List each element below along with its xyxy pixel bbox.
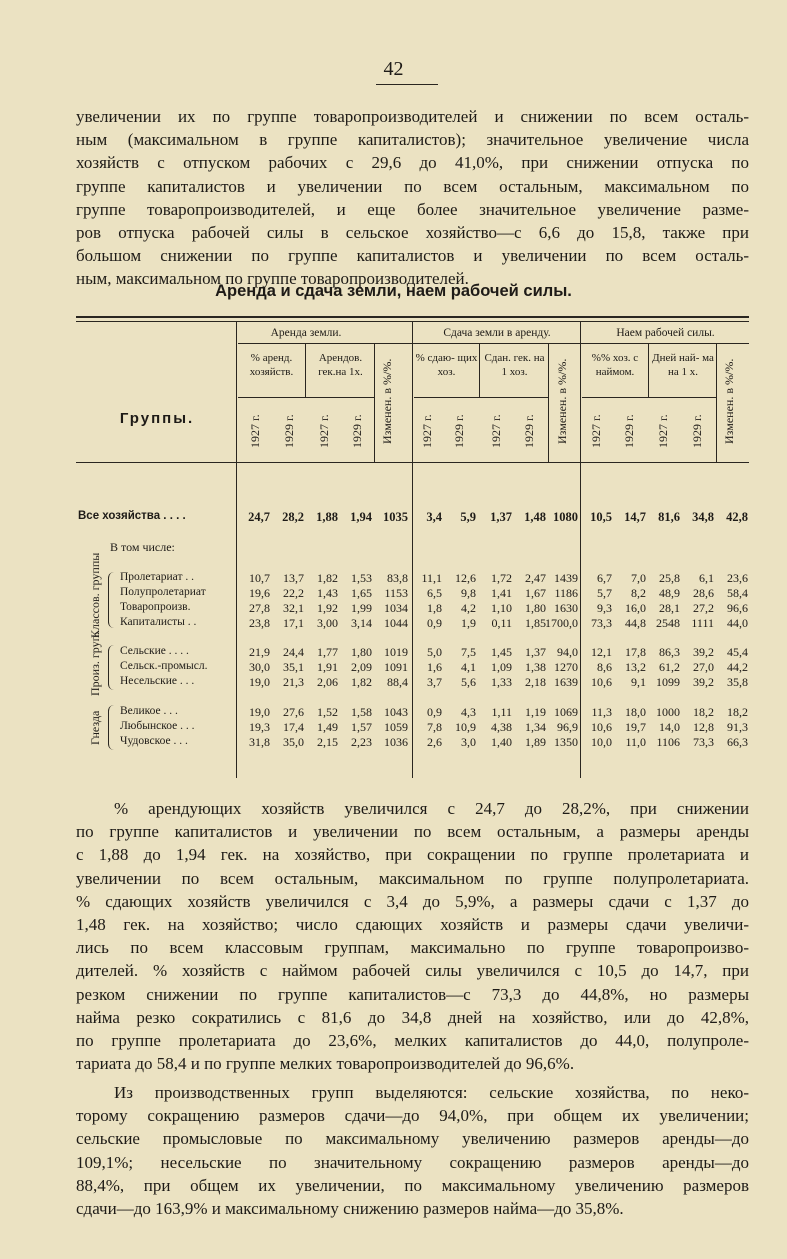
table-cell: 17,4 (283, 720, 304, 734)
table-cell: 28,6 (693, 586, 714, 600)
text-line: ным (максимальном в группе капиталистов); значительное увеличение числа (76, 130, 749, 150)
table-cell: 35,0 (283, 735, 304, 749)
table-cell: 1,8 (427, 601, 442, 615)
text-line: торому сокращению размеров сдачи—до 94,0%, при общем их увеличении; (76, 1106, 749, 1126)
year-header: 1929 г. (282, 414, 296, 448)
table-cell: 14,7 (624, 510, 646, 524)
table-cell: 9,8 (461, 586, 476, 600)
year-header: 1927 г. (420, 414, 434, 448)
section-header-lease: Сдача земли в аренду. (443, 327, 551, 339)
table-cell: 1000 (656, 705, 680, 719)
table-cell: 39,2 (693, 645, 714, 659)
table-cell: 5,6 (461, 675, 476, 689)
table-cell: 1,80 (525, 601, 546, 615)
table-cell: 1439 (554, 571, 578, 585)
table-cell: 86,3 (659, 645, 680, 659)
subheader-hire-pct: %% хоз. с наймом. (591, 352, 639, 378)
groups-header: Группы. (119, 410, 195, 427)
subheader-hire-days: Дней най- ма на 1 х. (652, 352, 714, 378)
table-cell: 1186 (554, 586, 578, 600)
table-cell: 44,0 (727, 616, 748, 630)
table-cell: 1,67 (525, 586, 546, 600)
table-cell: 81,6 (658, 510, 680, 524)
change-header: Изменен. в %/%. (722, 358, 736, 444)
table-cell: 1630 (554, 601, 578, 615)
table-cell: 1,43 (317, 586, 338, 600)
table-cell: 1,49 (317, 720, 338, 734)
text-line: увеличении по всем остальным, максимальном по группе полупролетариата. (76, 868, 749, 888)
table-cell: 3,7 (427, 675, 442, 689)
row-label: Сельск.-промысл. (120, 660, 208, 672)
text-line: тариата до 58,4 и по группе мелких товаропроизводителей до 96,6%. (76, 1054, 575, 1074)
table-cell: 1,38 (525, 660, 546, 674)
table-cell: 39,2 (693, 675, 714, 689)
table-cell: 1036 (384, 735, 408, 749)
change-header: Изменен. в %/%. (555, 358, 569, 444)
table-cell: 24,7 (248, 510, 270, 524)
table-cell: 10,6 (591, 720, 612, 734)
text-line: % арендующих хозяйств увеличился с 24,7 до 28,2%, при снижении (114, 799, 749, 818)
subcolumn-divider (305, 343, 306, 397)
table-cell: 1099 (656, 675, 680, 689)
table-cell: 1,65 (351, 586, 372, 600)
table-cell: 1091 (384, 660, 408, 674)
table-cell: 1,58 (351, 705, 372, 719)
table-cell: 6,7 (597, 571, 612, 585)
table-cell: 2,15 (317, 735, 338, 749)
year-header: 1929 г. (622, 414, 636, 448)
subcolumn-divider (648, 343, 649, 397)
text-line: 1,48 гек. на хозяйство; число сдающих хозяйств и размеры сдачи увеличи- (76, 915, 749, 935)
table-cell: 0,9 (427, 616, 442, 630)
table-cell: 21,9 (249, 645, 270, 659)
table-cell: 28,1 (659, 601, 680, 615)
table-cell: 44,2 (727, 660, 748, 674)
table-cell: 11,1 (421, 571, 442, 585)
text-line: группе товаропроизводителей, и еще более значительное увеличение разме- (76, 199, 749, 219)
table-cell: 1,45 (491, 645, 512, 659)
change-header: Изменен. в %/%. (380, 358, 394, 444)
table-cell: 96,9 (557, 720, 578, 734)
table-cell: 11,3 (591, 705, 612, 719)
table-cell: 1700,0 (545, 616, 578, 630)
table-cell: 45,4 (727, 645, 748, 659)
table-cell: 1,99 (351, 601, 372, 615)
table-cell: 1,37 (525, 645, 546, 659)
table-cell: 1034 (384, 601, 408, 615)
table-cell: 17,8 (625, 645, 646, 659)
table-cell: 19,0 (249, 705, 270, 719)
table-cell: 1,34 (525, 720, 546, 734)
year-header: 1927 г. (589, 414, 603, 448)
table-cell: 23,8 (249, 616, 270, 630)
table-cell: 1,48 (524, 510, 546, 524)
text-line: дителей. % хозяйств с наймом рабочей силы увеличился с 10,5 до 14,7, при (76, 961, 749, 981)
table-cell: 1,41 (491, 586, 512, 600)
table-cell: 1,33 (491, 675, 512, 689)
year-header: 1929 г. (690, 414, 704, 448)
table-cell: 1035 (383, 510, 408, 524)
text-line: % сдающих хозяйств увеличился с 3,4 до 5,9%, а размеры сдачи с 1,37 до (76, 891, 749, 911)
table-cell: 6,5 (427, 586, 442, 600)
page-number-rule (376, 84, 438, 85)
table-cell: 1,88 (316, 510, 338, 524)
table-cell: 1,82 (317, 571, 338, 585)
text-line: 109,1%; несельские по значительному сокращению размеров аренды—до (76, 1152, 749, 1172)
table-cell: 73,3 (591, 616, 612, 630)
table-cell: 2,6 (427, 735, 442, 749)
table-cell: 27,2 (693, 601, 714, 615)
table-cell: 23,6 (727, 571, 748, 585)
block-label-production: Произ. груп. (88, 631, 102, 696)
table-cell: 12,8 (693, 720, 714, 734)
table-cell: 1,09 (491, 660, 512, 674)
analysis-paragraph (76, 797, 749, 1075)
table-cell: 1,80 (351, 645, 372, 659)
table-cell: 9,1 (631, 675, 646, 689)
table-cell: 61,2 (659, 660, 680, 674)
year-header: 1929 г. (350, 414, 364, 448)
table-cell: 2,23 (351, 735, 372, 749)
table-cell: 58,4 (727, 586, 748, 600)
table-cell: 4,1 (461, 660, 476, 674)
table-cell: 3,00 (317, 616, 338, 630)
table-cell: 0,11 (491, 616, 512, 630)
row-label: Любынское . . . (120, 720, 195, 732)
table-cell: 83,8 (387, 571, 408, 585)
table-cell: 35,1 (283, 660, 304, 674)
final-paragraph (76, 1081, 749, 1220)
table-cell: 44,8 (625, 616, 646, 630)
row-label: Великое . . . (120, 705, 178, 717)
table-cell: 91,3 (727, 720, 748, 734)
table-cell: 7,8 (427, 720, 442, 734)
table-cell: 7,5 (461, 645, 476, 659)
table-cell: 2548 (656, 616, 680, 630)
section-header-rent: Аренда земли. (270, 327, 342, 339)
table-cell: 25,8 (659, 571, 680, 585)
brace (108, 572, 114, 628)
table-cell: 1,82 (351, 675, 372, 689)
table-cell: 5,9 (460, 510, 476, 524)
row-label: Пролетариат . . (120, 571, 195, 583)
text-line: по группе пролетариата до 23,6%, мелких капиталистов до 44,0, полупроле- (76, 1031, 749, 1051)
text-line: резком снижении по группе капиталистов—с 73,3 до 44,8%, но размеры (76, 984, 749, 1004)
subheader-rule (414, 397, 548, 398)
subheader-lease-ha: Сдан. гек. на 1 хоз. (484, 352, 545, 378)
table-title: Аренда и сдача земли, наем рабочей силы. (215, 282, 572, 300)
table-cell: 1,85 (525, 616, 546, 630)
table-cell: 2,09 (351, 660, 372, 674)
year-header: 1927 г. (248, 414, 262, 448)
row-label: Полупролетариат (120, 586, 206, 598)
table-cell: 1,94 (350, 510, 372, 524)
row-label-all: Все хозяйства . . . . (78, 510, 186, 522)
table-cell: 1080 (553, 510, 578, 524)
table-cell: 66,3 (727, 735, 748, 749)
text-line: лись по всем классовым группам, максимально по группе товаропроизво- (76, 938, 749, 958)
text-line: 88,4%, при общем их увеличении, по максимальному увеличению размеров (76, 1175, 749, 1195)
year-header: 1927 г. (656, 414, 670, 448)
table-cell: 19,3 (249, 720, 270, 734)
table-cell: 1153 (384, 586, 408, 600)
table-cell: 1,11 (491, 705, 512, 719)
table-cell: 1106 (656, 735, 680, 749)
table-cell: 10,9 (455, 720, 476, 734)
table-cell: 1,53 (351, 571, 372, 585)
table-cell: 73,3 (693, 735, 714, 749)
brace (108, 705, 114, 750)
table-cell: 96,6 (727, 601, 748, 615)
table-cell: 1111 (691, 616, 714, 630)
table-cell: 4,2 (461, 601, 476, 615)
table-cell: 48,9 (659, 586, 680, 600)
table-cell: 16,0 (625, 601, 646, 615)
table-cell: 1043 (384, 705, 408, 719)
text-line: ров отпуска рабочей силы в сельское хозяйство—с 6,6 до 15,8, также при (76, 223, 749, 243)
table-cell: 14,0 (659, 720, 680, 734)
table-cell: 27,6 (283, 705, 304, 719)
block-label-class: Классов. группы (88, 552, 102, 638)
table-cell: 5,0 (427, 645, 442, 659)
row-label: Чудовское . . . (120, 735, 188, 747)
table-cell: 6,1 (699, 571, 714, 585)
text-line: увеличении их по группе товаропроизводителей и снижении по всем осталь- (76, 107, 749, 126)
subcolumn-divider (716, 343, 717, 463)
subheader-rule (238, 397, 374, 398)
table-cell: 19,0 (249, 675, 270, 689)
table-cell: 4,3 (461, 705, 476, 719)
text-line: хозяйств с отпуском рабочих с 29,6 до 41,0%, при снижении отпуска по (76, 153, 749, 173)
table-top-rule (76, 316, 749, 318)
subheader-rent-pct: % аренд. хозяйств. (249, 352, 294, 378)
text-line: большом снижении по группе капиталистов и увеличении по всем осталь- (76, 246, 749, 266)
table-cell: 1,6 (427, 660, 442, 674)
table-cell: 1044 (384, 616, 408, 630)
text-line: найма резко сократились с 81,6 до 34,8 дней на хозяйство, или до 42,8%, (76, 1007, 749, 1027)
table-cell: 94,0 (557, 645, 578, 659)
table-cell: 8,6 (597, 660, 612, 674)
table-cell: 18,0 (625, 705, 646, 719)
table-cell: 18,2 (693, 705, 714, 719)
table-cell: 1,37 (490, 510, 512, 524)
table-cell: 13,7 (283, 571, 304, 585)
table-cell: 1,40 (491, 735, 512, 749)
table-cell: 28,2 (282, 510, 304, 524)
table-cell: 18,2 (727, 705, 748, 719)
table-cell: 10,5 (590, 510, 612, 524)
table-cell: 1639 (554, 675, 578, 689)
table-cell: 11,0 (625, 735, 646, 749)
subheader-lease-pct: % сдаю- щих хоз. (415, 352, 478, 378)
table-cell: 17,1 (283, 616, 304, 630)
table-cell: 34,8 (692, 510, 714, 524)
table-cell: 12,1 (591, 645, 612, 659)
table-cell: 22,2 (283, 586, 304, 600)
table-cell: 32,1 (283, 601, 304, 615)
table-cell: 10,7 (249, 571, 270, 585)
text-line: ным, максимальном по группе товаропроизводителей. (76, 269, 469, 289)
table-cell: 1,57 (351, 720, 372, 734)
table-cell: 2,06 (317, 675, 338, 689)
table-cell: 9,3 (597, 601, 612, 615)
table-cell: 1059 (384, 720, 408, 734)
table-cell: 1,72 (491, 571, 512, 585)
table-cell: 1,52 (317, 705, 338, 719)
text-line: Из производственных групп выделяются: сельские хозяйства, по неко- (114, 1083, 749, 1102)
table-cell: 30,0 (249, 660, 270, 674)
section-rule (238, 343, 749, 344)
row-label: Несельские . . . (120, 675, 195, 687)
text-line: по группе капиталистов и увеличении по всем остальным, а размеры аренды (76, 822, 749, 842)
table-cell: 1270 (554, 660, 578, 674)
section-header-hire: Наем рабочей силы. (616, 327, 715, 339)
table-cell: 12,6 (455, 571, 476, 585)
table-cell: 27,0 (693, 660, 714, 674)
table-cell: 8,2 (631, 586, 646, 600)
year-header: 1927 г. (489, 414, 503, 448)
subcolumn-divider (374, 343, 375, 463)
table-cell: 2,18 (525, 675, 546, 689)
table-cell: 0,9 (427, 705, 442, 719)
year-header: 1929 г. (452, 414, 466, 448)
table-cell: 3,14 (351, 616, 372, 630)
table-cell: 1019 (384, 645, 408, 659)
text-line: группе капиталистов и увеличении по всем остальным, максимальном по (76, 176, 749, 196)
subheader-rule (582, 397, 716, 398)
row-label: Сельские . . . . (120, 645, 189, 657)
table-cell: 31,8 (249, 735, 270, 749)
table-cell: 24,4 (283, 645, 304, 659)
table-cell: 4,38 (491, 720, 512, 734)
table-cell: 21,3 (283, 675, 304, 689)
intro-paragraph (76, 105, 749, 291)
table-cell: 1,91 (317, 660, 338, 674)
table-cell: 1350 (554, 735, 578, 749)
subcolumn-divider (548, 343, 549, 463)
table-cell: 35,8 (727, 675, 748, 689)
table-cell: 1,77 (317, 645, 338, 659)
row-label: Капиталисты . . (120, 616, 197, 628)
table-cell: 27,8 (249, 601, 270, 615)
table-cell: 1,19 (525, 705, 546, 719)
table-cell: 2,47 (525, 571, 546, 585)
table-cell: 1,10 (491, 601, 512, 615)
table-cell: 1,92 (317, 601, 338, 615)
table-cell: 3,4 (426, 510, 442, 524)
table-cell: 10,0 (591, 735, 612, 749)
table-cell: 1,89 (525, 735, 546, 749)
block-label-nests: Гнезда (88, 710, 102, 746)
subhead-in-that: В том числе: (110, 540, 175, 554)
table-cell: 5,7 (597, 586, 612, 600)
year-header: 1929 г. (522, 414, 536, 448)
subcolumn-divider (479, 343, 480, 397)
text-line: сдачи—до 163,9% и максимальному снижению размеров найма—до 35,8%. (76, 1199, 624, 1219)
text-line: с 1,88 до 1,94 гек. на хозяйство, при сокращении по группе пролетариата и (76, 845, 749, 865)
table-cell: 10,6 (591, 675, 612, 689)
table-cell: 1069 (554, 705, 578, 719)
table-cell: 42,8 (726, 510, 748, 524)
brace (108, 645, 114, 690)
year-header: 1927 г. (317, 414, 331, 448)
table-cell: 19,6 (249, 586, 270, 600)
table-cell: 3,0 (461, 735, 476, 749)
table-cell: 7,0 (631, 571, 646, 585)
table-cell: 88,4 (387, 675, 408, 689)
subheader-rent-ha: Арендов. гек.на 1х. (318, 352, 363, 378)
row-label: Товаропроизв. (120, 601, 191, 613)
table-cell: 1,9 (461, 616, 476, 630)
table-cell: 13,2 (625, 660, 646, 674)
table-cell: 19,7 (625, 720, 646, 734)
page-number: 42 (383, 58, 404, 80)
text-line: сельские промысловые по максимальному увеличению размеров аренды—до (76, 1129, 749, 1149)
